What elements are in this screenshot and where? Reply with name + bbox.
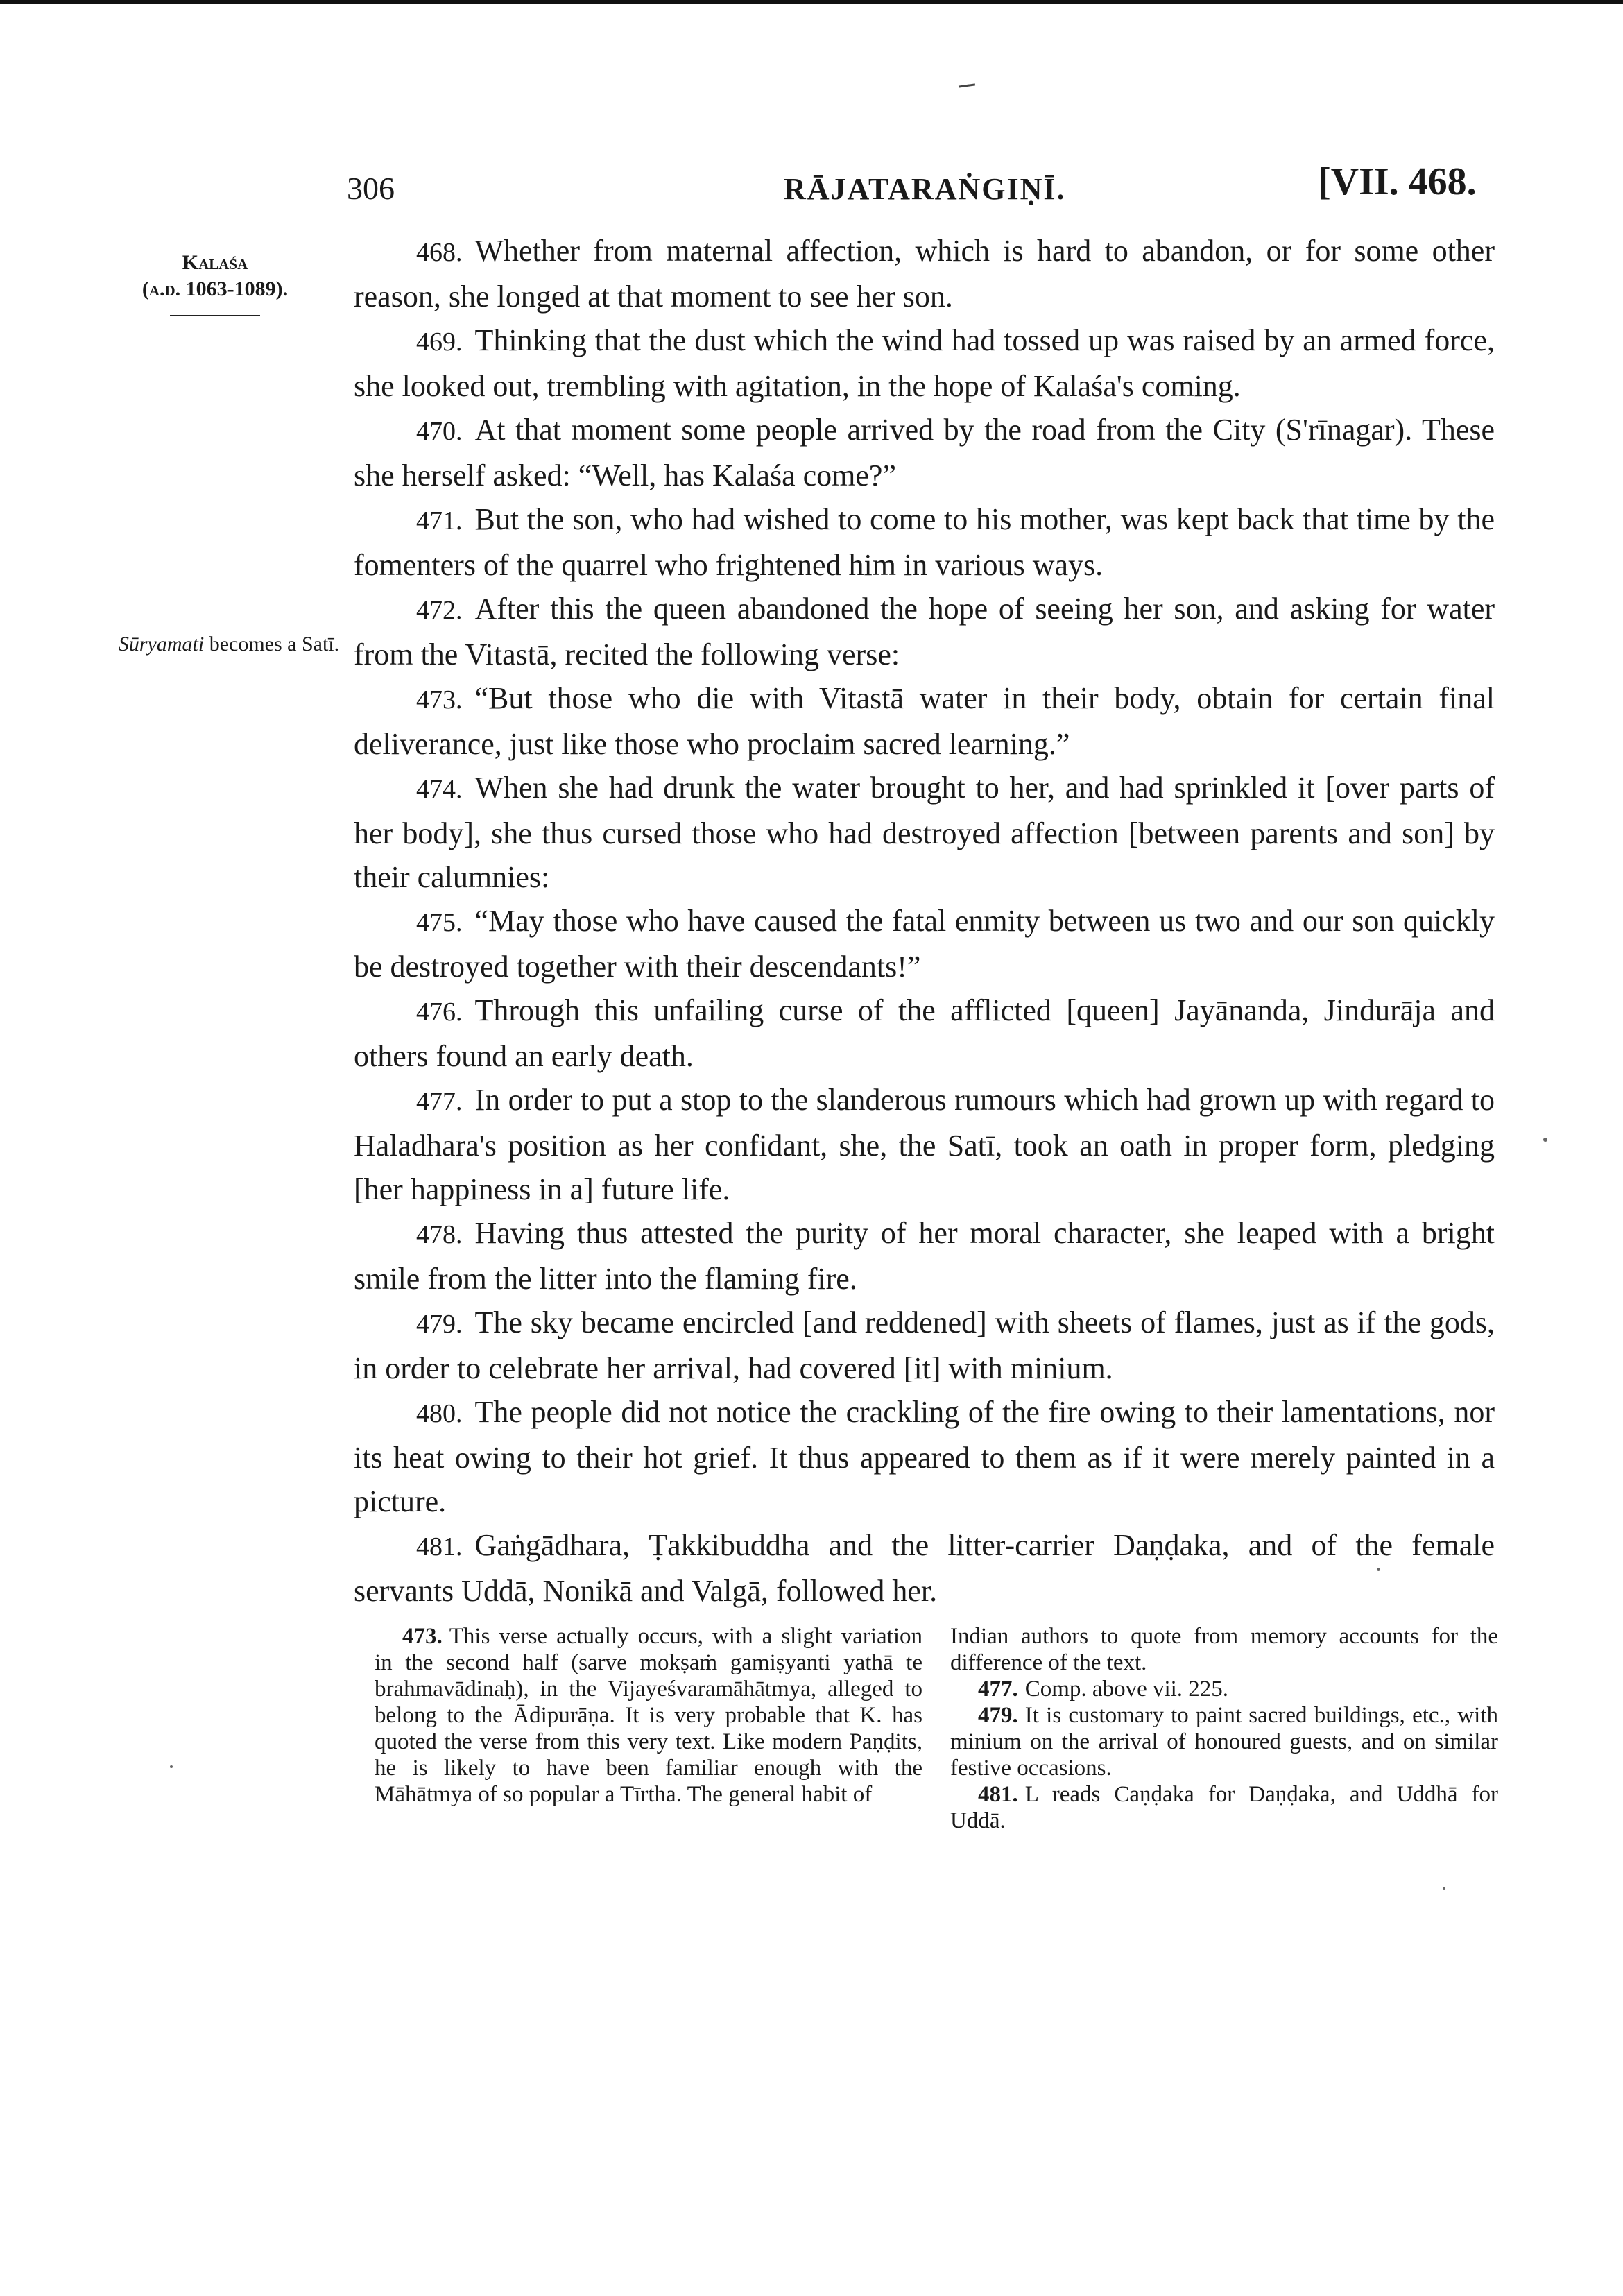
verse-text: Thinking that the dust which the wind had tossed up was raised by an armed force, she looked out, trembling with agitation, in the hope of Kalaśa's coming. xyxy=(354,323,1495,403)
verse xyxy=(354,676,1495,766)
verse xyxy=(354,899,1495,988)
ink-speck xyxy=(1443,1887,1445,1890)
verse xyxy=(354,408,1495,497)
footnote-text: It is customary to paint sacred buildings, etc., with minium on the arrival of honoured guests, and on similar festive occasions. xyxy=(950,1703,1498,1781)
verse xyxy=(354,1078,1495,1211)
verse-text: But the son, who had wished to come to his mother, was kept back that time by the fomenters of the quarrel who frightened him in various ways. xyxy=(354,502,1495,582)
verse xyxy=(354,1390,1495,1523)
verse-text: When she had drunk the water brought to her, and had sprinkled it [over parts of her body], she thus cursed those who had destroyed affection [between parents and son] by their calumnies: xyxy=(354,771,1495,894)
footnote-number: 479. xyxy=(978,1703,1018,1728)
footnote-number: 477. xyxy=(978,1677,1018,1702)
verse xyxy=(354,1523,1495,1613)
running-head xyxy=(0,156,1623,212)
verse xyxy=(354,988,1495,1078)
verse-text: Gaṅgādhara, Ṭakkibuddha and the litter-carrier Daṇḍaka, and of the female servants Uddā, Nonikā and Valgā, followed her. xyxy=(354,1528,1495,1608)
footnote-text: Indian authors to quote from memory accounts for the difference of the text. xyxy=(950,1624,1498,1675)
verse-number: 471. xyxy=(416,506,463,536)
verse-number: 476. xyxy=(416,997,463,1027)
verse-number: 481. xyxy=(416,1532,463,1561)
verse-text: Through this unfailing curse of the afflicted [queen] Jayānanda, Jindurāja and others found an early death. xyxy=(354,993,1495,1073)
verse xyxy=(354,497,1495,587)
margin-note-sati xyxy=(114,631,343,658)
margin-note-reign xyxy=(114,250,316,316)
verse-text: “But those who die with Vitastā water in their body, obtain for certain final deliverance, just like those who proclaim sacred learning.” xyxy=(354,681,1495,761)
footnote-text: Comp. above vii. 225. xyxy=(1024,1677,1229,1702)
verse-number: 470. xyxy=(416,417,463,446)
footnote-column-right xyxy=(950,1623,1498,1834)
verse xyxy=(354,318,1495,408)
verse xyxy=(354,1211,1495,1301)
margin-sati-name: Sūryamati xyxy=(118,633,205,656)
footnote-text: This verse actually occurs, with a slight variation in the second half (sarve mokṣaṁ gamiṣyanti yathā te brahmavādinaḥ), in the Vijayeśvaramāhātmya, alleged to belong to the Ādipurāṇa. It is very probable that K. has quoted the verse from this very text. Like modern Paṇḍits, he is likely to have been familiar enough with the Māhātmya of so popular a Tīrtha. The general habit of xyxy=(375,1624,922,1807)
verse-text: After this the queen abandoned the hope of seeing her son, and asking for water from the Vitastā, recited the following verse: xyxy=(354,592,1495,671)
verse xyxy=(354,229,1495,318)
verse-text: Whether from maternal affection, which is hard to abandon, or for some other reason, she longed at that moment to see her son. xyxy=(354,234,1495,314)
verse-text: Having thus attested the purity of her moral character, she leaped with a bright smile from the litter into the flaming fire. xyxy=(354,1216,1495,1296)
verse-number: 474. xyxy=(416,775,463,804)
verse-number: 469. xyxy=(416,327,463,357)
ink-mark xyxy=(959,83,975,87)
page-number: 306 xyxy=(347,171,395,206)
footnote xyxy=(950,1676,1498,1702)
verse xyxy=(354,766,1495,899)
verse-text: At that moment some people arrived by the road from the City (S'rīnagar). These she herself asked: “Well, has Kalaśa come?” xyxy=(354,413,1495,492)
ink-speck xyxy=(170,1765,173,1768)
verse xyxy=(354,1301,1495,1390)
verse-number: 472. xyxy=(416,596,463,625)
verse-text: “May those who have caused the fatal enmity between us two and our son quickly be destroyed together with their descendants!” xyxy=(354,904,1495,984)
margin-king-name: Kalaśa xyxy=(182,251,248,274)
verse-number: 477. xyxy=(416,1087,463,1116)
footnote-number: 481. xyxy=(978,1782,1018,1807)
footnote-column-left xyxy=(375,1623,922,1834)
footnotes xyxy=(375,1623,1498,1834)
ink-speck xyxy=(1377,1568,1380,1571)
verse-number: 478. xyxy=(416,1220,463,1249)
verse-number: 473. xyxy=(416,685,463,714)
footnote-number: 473. xyxy=(402,1624,443,1649)
book-title: RĀJATARAṄGIṆĪ. xyxy=(784,172,1066,206)
footnote xyxy=(375,1623,922,1808)
verse-number: 479. xyxy=(416,1310,463,1339)
verse-number: 468. xyxy=(416,238,463,267)
book-reference: [VII. 468. xyxy=(1318,160,1477,203)
verse-text: The sky became encircled [and reddened] with sheets of flames, just as if the gods, in order to celebrate her arrival, had covered [it] with minium. xyxy=(354,1305,1495,1385)
verse-number: 480. xyxy=(416,1399,463,1428)
main-text xyxy=(354,229,1495,1613)
top-edge-rule xyxy=(0,0,1623,4)
footnote xyxy=(950,1623,1498,1676)
footnote-text: L reads Caṇḍaka for Daṇḍaka, and Uddhā for Uddā. xyxy=(950,1782,1498,1833)
margin-divider xyxy=(170,315,260,316)
margin-reign-dates: (a.d. 1063-1089). xyxy=(141,277,289,300)
verse xyxy=(354,587,1495,676)
ink-speck xyxy=(1543,1138,1547,1142)
verse-text: The people did not notice the crackling of the fire owing to their lamentations, nor its heat owing to their hot grief. It thus appeared to them as if it were merely painted in a picture. xyxy=(354,1395,1495,1518)
footnote xyxy=(950,1702,1498,1781)
margin-sati-text: becomes a Satī. xyxy=(204,633,340,656)
verse-text: In order to put a stop to the slanderous rumours which had grown up with regard to Haladhara's position as her confidant, she, the Satī, took an oath in proper form, pledging [her happiness in a] future life. xyxy=(354,1083,1495,1206)
verse-number: 475. xyxy=(416,908,463,937)
footnote xyxy=(950,1781,1498,1834)
